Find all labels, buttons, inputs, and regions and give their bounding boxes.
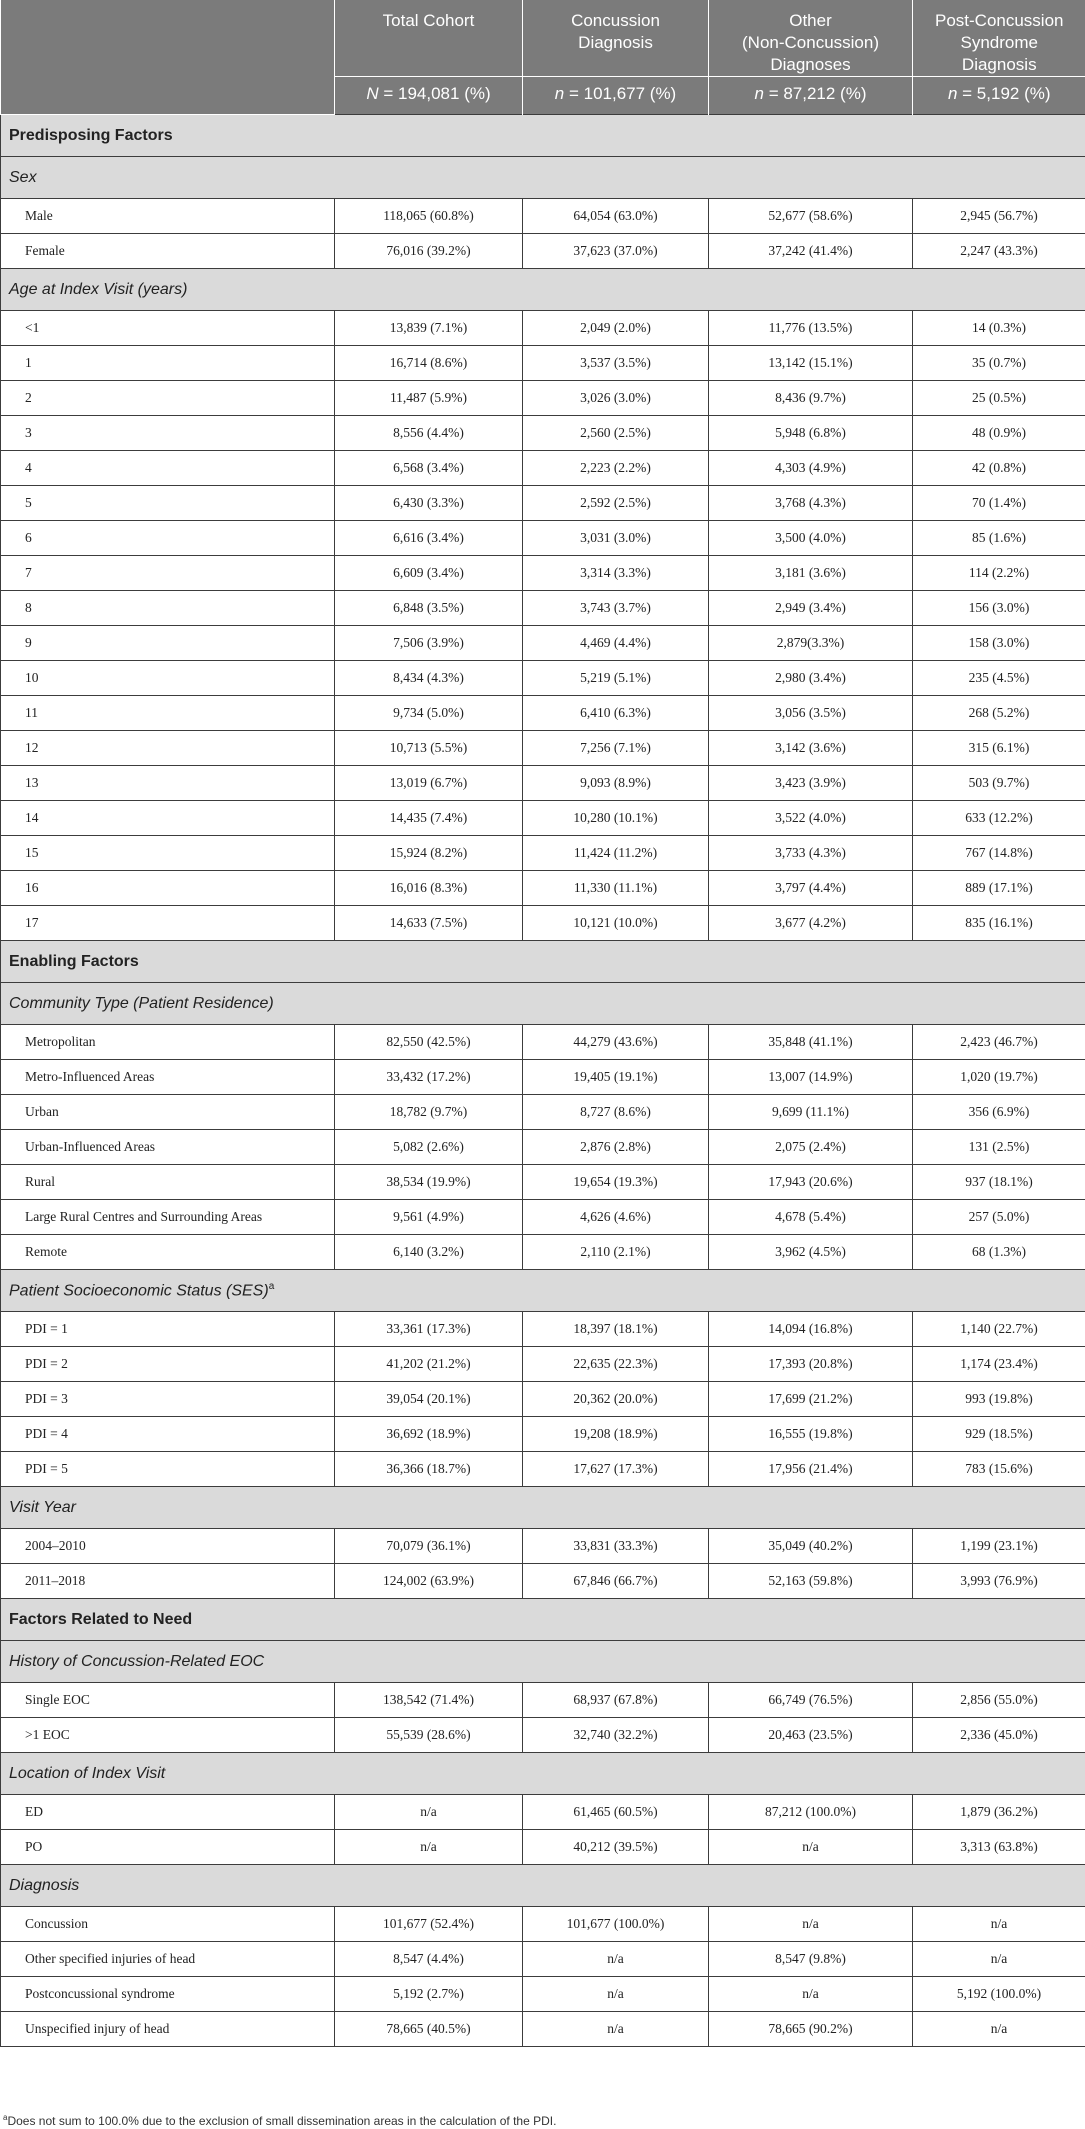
cell-value: 2,945 (56.7%) bbox=[913, 199, 1085, 234]
cell-value: 20,463 (23.5%) bbox=[709, 1718, 913, 1753]
table-row bbox=[1, 311, 1085, 346]
cell-value: 6,848 (3.5%) bbox=[335, 591, 523, 626]
row-label: 3 bbox=[1, 416, 335, 451]
cell-value: 11,776 (13.5%) bbox=[709, 311, 913, 346]
cell-value: 3,733 (4.3%) bbox=[709, 836, 913, 871]
cell-value: 158 (3.0%) bbox=[913, 626, 1085, 661]
section-title: Predisposing Factors bbox=[1, 115, 1085, 157]
cell-value: 5,219 (5.1%) bbox=[523, 661, 709, 696]
table-row bbox=[1, 451, 1085, 486]
cell-value: 64,054 (63.0%) bbox=[523, 199, 709, 234]
table-row bbox=[1, 1200, 1085, 1235]
header-concussion: Concussion Diagnosis bbox=[523, 0, 709, 77]
row-label: 10 bbox=[1, 661, 335, 696]
cell-value: 14,633 (7.5%) bbox=[335, 906, 523, 941]
subsection-title: Location of Index Visit bbox=[1, 1753, 1085, 1795]
table-row bbox=[1, 1417, 1085, 1452]
cell-value: 889 (17.1%) bbox=[913, 871, 1085, 906]
cell-value: 2,949 (3.4%) bbox=[709, 591, 913, 626]
cell-value: 68 (1.3%) bbox=[913, 1235, 1085, 1270]
subsection-title: Patient Socioeconomic Status (SES)$^a$ bbox=[1, 1270, 1085, 1312]
cell-value: 3,962 (4.5%) bbox=[709, 1235, 913, 1270]
subsection-title: Visit Year bbox=[1, 1487, 1085, 1529]
header-pcs: Post-Concussion Syndrome Diagnosis bbox=[913, 0, 1085, 77]
row-label: PO bbox=[1, 1830, 335, 1865]
row-label: 15 bbox=[1, 836, 335, 871]
cell-value: 3,026 (3.0%) bbox=[523, 381, 709, 416]
row-label: PDI = 4 bbox=[1, 1417, 335, 1452]
cell-value: 1,199 (23.1%) bbox=[913, 1529, 1085, 1564]
cell-value: 70,079 (36.1%) bbox=[335, 1529, 523, 1564]
cell-value: 9,734 (5.0%) bbox=[335, 696, 523, 731]
cell-value: n/a bbox=[335, 1795, 523, 1830]
cell-value: 5,192 (100.0%) bbox=[913, 1977, 1085, 2012]
row-label: Other specified injuries of head bbox=[1, 1942, 335, 1977]
cell-value: 3,314 (3.3%) bbox=[523, 556, 709, 591]
cell-value: n/a bbox=[523, 1942, 709, 1977]
cell-value: 7,256 (7.1%) bbox=[523, 731, 709, 766]
cell-value: 9,561 (4.9%) bbox=[335, 1200, 523, 1235]
cell-value: 1,020 (19.7%) bbox=[913, 1060, 1085, 1095]
table-row bbox=[1, 871, 1085, 906]
cell-value: 3,768 (4.3%) bbox=[709, 486, 913, 521]
row-label: Unspecified injury of head bbox=[1, 2012, 335, 2047]
cell-value: 85 (1.6%) bbox=[913, 521, 1085, 556]
row-label: 7 bbox=[1, 556, 335, 591]
table-row bbox=[1, 199, 1085, 234]
cell-value: 3,056 (3.5%) bbox=[709, 696, 913, 731]
table-row bbox=[1, 486, 1085, 521]
section-header-row bbox=[1, 115, 1085, 157]
cell-value: n/a bbox=[913, 1942, 1085, 1977]
cell-value: 8,436 (9.7%) bbox=[709, 381, 913, 416]
cell-value: 13,019 (6.7%) bbox=[335, 766, 523, 801]
cell-value: 8,434 (4.3%) bbox=[335, 661, 523, 696]
cell-value: 937 (18.1%) bbox=[913, 1165, 1085, 1200]
cell-value: 35,848 (41.1%) bbox=[709, 1025, 913, 1060]
cell-value: 3,797 (4.4%) bbox=[709, 871, 913, 906]
row-label: 6 bbox=[1, 521, 335, 556]
cell-value: 35,049 (40.2%) bbox=[709, 1529, 913, 1564]
cell-value: 8,547 (9.8%) bbox=[709, 1942, 913, 1977]
row-label: Metro-Influenced Areas bbox=[1, 1060, 335, 1095]
cell-value: 2,223 (2.2%) bbox=[523, 451, 709, 486]
table-row bbox=[1, 1025, 1085, 1060]
cell-value: 235 (4.5%) bbox=[913, 661, 1085, 696]
cell-value: 6,410 (6.3%) bbox=[523, 696, 709, 731]
cell-value: 1,879 (36.2%) bbox=[913, 1795, 1085, 1830]
cell-value: 2,876 (2.8%) bbox=[523, 1130, 709, 1165]
table-row bbox=[1, 1795, 1085, 1830]
table-row bbox=[1, 1095, 1085, 1130]
cell-value: 15,924 (8.2%) bbox=[335, 836, 523, 871]
cell-value: 11,424 (11.2%) bbox=[523, 836, 709, 871]
cell-value: 38,534 (19.9%) bbox=[335, 1165, 523, 1200]
cell-value: 138,542 (71.4%) bbox=[335, 1683, 523, 1718]
table-row bbox=[1, 416, 1085, 451]
cell-value: n/a bbox=[709, 1977, 913, 2012]
cell-value: 4,469 (4.4%) bbox=[523, 626, 709, 661]
row-label: 2004–2010 bbox=[1, 1529, 335, 1564]
cell-value: 3,031 (3.0%) bbox=[523, 521, 709, 556]
cell-value: 993 (19.8%) bbox=[913, 1382, 1085, 1417]
row-label: Rural bbox=[1, 1165, 335, 1200]
row-label: <1 bbox=[1, 311, 335, 346]
cell-value: n/a bbox=[335, 1830, 523, 1865]
cell-value: 17,699 (21.2%) bbox=[709, 1382, 913, 1417]
cell-value: 52,677 (58.6%) bbox=[709, 199, 913, 234]
table-row bbox=[1, 1718, 1085, 1753]
row-label: 12 bbox=[1, 731, 335, 766]
header-count-other: n = 87,212 (%) bbox=[709, 77, 913, 115]
cell-value: 101,677 (52.4%) bbox=[335, 1907, 523, 1942]
cell-value: 19,405 (19.1%) bbox=[523, 1060, 709, 1095]
cell-value: 835 (16.1%) bbox=[913, 906, 1085, 941]
section-header-row bbox=[1, 941, 1085, 983]
table-row bbox=[1, 234, 1085, 269]
cell-value: n/a bbox=[913, 2012, 1085, 2047]
cell-value: 3,313 (63.8%) bbox=[913, 1830, 1085, 1865]
cell-value: 633 (12.2%) bbox=[913, 801, 1085, 836]
cell-value: 18,397 (18.1%) bbox=[523, 1312, 709, 1347]
cell-value: 2,075 (2.4%) bbox=[709, 1130, 913, 1165]
cell-value: 3,993 (76.9%) bbox=[913, 1564, 1085, 1599]
row-label: PDI = 3 bbox=[1, 1382, 335, 1417]
table-row bbox=[1, 346, 1085, 381]
header-blank bbox=[1, 0, 335, 115]
cell-value: 5,948 (6.8%) bbox=[709, 416, 913, 451]
cell-value: 3,423 (3.9%) bbox=[709, 766, 913, 801]
table-row bbox=[1, 1907, 1085, 1942]
table-row bbox=[1, 2012, 1085, 2047]
cell-value: 6,616 (3.4%) bbox=[335, 521, 523, 556]
cell-value: 8,727 (8.6%) bbox=[523, 1095, 709, 1130]
cell-value: 2,336 (45.0%) bbox=[913, 1718, 1085, 1753]
cell-value: 11,487 (5.9%) bbox=[335, 381, 523, 416]
cell-value: 3,522 (4.0%) bbox=[709, 801, 913, 836]
cell-value: 4,626 (4.6%) bbox=[523, 1200, 709, 1235]
header-count-concussion: n = 101,677 (%) bbox=[523, 77, 709, 115]
subsection-title: Sex bbox=[1, 157, 1085, 199]
subsection-header-row bbox=[1, 1865, 1085, 1907]
cell-value: 55,539 (28.6%) bbox=[335, 1718, 523, 1753]
header-other: Other (Non-Concussion) Diagnoses bbox=[709, 0, 913, 77]
cell-value: 2,247 (43.3%) bbox=[913, 234, 1085, 269]
cell-value: 3,181 (3.6%) bbox=[709, 556, 913, 591]
cell-value: 40,212 (39.5%) bbox=[523, 1830, 709, 1865]
cell-value: 19,208 (18.9%) bbox=[523, 1417, 709, 1452]
row-label: Large Rural Centres and Surrounding Areas bbox=[1, 1200, 335, 1235]
table-row bbox=[1, 906, 1085, 941]
table-row bbox=[1, 556, 1085, 591]
row-label: 11 bbox=[1, 696, 335, 731]
cell-value: 5,082 (2.6%) bbox=[335, 1130, 523, 1165]
cell-value: 78,665 (40.5%) bbox=[335, 2012, 523, 2047]
cell-value: 70 (1.4%) bbox=[913, 486, 1085, 521]
table-row bbox=[1, 626, 1085, 661]
subsection-title: Diagnosis bbox=[1, 1865, 1085, 1907]
footnote: $^a$Does not sum to 100.0% due to the exclusion of small dissemination areas in the calculation of the PDI. bbox=[3, 2113, 557, 2128]
row-label: Urban-Influenced Areas bbox=[1, 1130, 335, 1165]
row-label: Concussion bbox=[1, 1907, 335, 1942]
cell-value: 25 (0.5%) bbox=[913, 381, 1085, 416]
cell-value: 37,623 (37.0%) bbox=[523, 234, 709, 269]
table-row bbox=[1, 1529, 1085, 1564]
section-title: Factors Related to Need bbox=[1, 1599, 1085, 1641]
cell-value: 36,692 (18.9%) bbox=[335, 1417, 523, 1452]
cell-value: 19,654 (19.3%) bbox=[523, 1165, 709, 1200]
row-label: 2 bbox=[1, 381, 335, 416]
table-row bbox=[1, 1312, 1085, 1347]
cell-value: 503 (9.7%) bbox=[913, 766, 1085, 801]
cell-value: 783 (15.6%) bbox=[913, 1452, 1085, 1487]
cell-value: 101,677 (100.0%) bbox=[523, 1907, 709, 1942]
table-row bbox=[1, 696, 1085, 731]
cell-value: 356 (6.9%) bbox=[913, 1095, 1085, 1130]
cell-value: 8,547 (4.4%) bbox=[335, 1942, 523, 1977]
row-label: Single EOC bbox=[1, 1683, 335, 1718]
table-row bbox=[1, 731, 1085, 766]
cell-value: 10,713 (5.5%) bbox=[335, 731, 523, 766]
section-header-row bbox=[1, 1599, 1085, 1641]
table-row bbox=[1, 1130, 1085, 1165]
cell-value: n/a bbox=[523, 1977, 709, 2012]
cell-value: 2,980 (3.4%) bbox=[709, 661, 913, 696]
cell-value: 7,506 (3.9%) bbox=[335, 626, 523, 661]
subsection-header-row bbox=[1, 983, 1085, 1025]
cell-value: 68,937 (67.8%) bbox=[523, 1683, 709, 1718]
cell-value: 268 (5.2%) bbox=[913, 696, 1085, 731]
cell-value: 39,054 (20.1%) bbox=[335, 1382, 523, 1417]
cell-value: 118,065 (60.8%) bbox=[335, 199, 523, 234]
table-row bbox=[1, 1830, 1085, 1865]
cell-value: 6,430 (3.3%) bbox=[335, 486, 523, 521]
cell-value: 13,007 (14.9%) bbox=[709, 1060, 913, 1095]
cell-value: 2,110 (2.1%) bbox=[523, 1235, 709, 1270]
cell-value: 131 (2.5%) bbox=[913, 1130, 1085, 1165]
cell-value: 929 (18.5%) bbox=[913, 1417, 1085, 1452]
cell-value: 41,202 (21.2%) bbox=[335, 1347, 523, 1382]
cell-value: 82,550 (42.5%) bbox=[335, 1025, 523, 1060]
cell-value: 1,174 (23.4%) bbox=[913, 1347, 1085, 1382]
cell-value: 4,303 (4.9%) bbox=[709, 451, 913, 486]
table-row bbox=[1, 1165, 1085, 1200]
cell-value: 61,465 (60.5%) bbox=[523, 1795, 709, 1830]
table-row bbox=[1, 801, 1085, 836]
cell-value: 66,749 (76.5%) bbox=[709, 1683, 913, 1718]
table-row bbox=[1, 1564, 1085, 1599]
row-label: 9 bbox=[1, 626, 335, 661]
cell-value: 35 (0.7%) bbox=[913, 346, 1085, 381]
table-body bbox=[1, 115, 1085, 2047]
cell-value: 5,192 (2.7%) bbox=[335, 1977, 523, 2012]
table-row bbox=[1, 766, 1085, 801]
cell-value: 9,093 (8.9%) bbox=[523, 766, 709, 801]
cell-value: 6,609 (3.4%) bbox=[335, 556, 523, 591]
cell-value: 16,016 (8.3%) bbox=[335, 871, 523, 906]
cell-value: 37,242 (41.4%) bbox=[709, 234, 913, 269]
row-label: Urban bbox=[1, 1095, 335, 1130]
header-row bbox=[1, 0, 1085, 77]
cell-value: 10,121 (10.0%) bbox=[523, 906, 709, 941]
cell-value: 13,839 (7.1%) bbox=[335, 311, 523, 346]
header-total-cohort: Total Cohort bbox=[335, 0, 523, 77]
cell-value: 16,555 (19.8%) bbox=[709, 1417, 913, 1452]
cell-value: 767 (14.8%) bbox=[913, 836, 1085, 871]
table-row bbox=[1, 836, 1085, 871]
cell-value: 315 (6.1%) bbox=[913, 731, 1085, 766]
cell-value: 17,956 (21.4%) bbox=[709, 1452, 913, 1487]
row-label: Postconcussional syndrome bbox=[1, 1977, 335, 2012]
table-row bbox=[1, 521, 1085, 556]
row-label: 4 bbox=[1, 451, 335, 486]
cell-value: 1,140 (22.7%) bbox=[913, 1312, 1085, 1347]
cell-value: 124,002 (63.9%) bbox=[335, 1564, 523, 1599]
table-row bbox=[1, 1060, 1085, 1095]
cell-value: 11,330 (11.1%) bbox=[523, 871, 709, 906]
row-label: Metropolitan bbox=[1, 1025, 335, 1060]
table-row bbox=[1, 661, 1085, 696]
cell-value: 8,556 (4.4%) bbox=[335, 416, 523, 451]
cell-value: 17,943 (20.6%) bbox=[709, 1165, 913, 1200]
row-label: 5 bbox=[1, 486, 335, 521]
cell-value: 10,280 (10.1%) bbox=[523, 801, 709, 836]
cell-value: 76,016 (39.2%) bbox=[335, 234, 523, 269]
row-label: 13 bbox=[1, 766, 335, 801]
cell-value: 2,856 (55.0%) bbox=[913, 1683, 1085, 1718]
cell-value: 16,714 (8.6%) bbox=[335, 346, 523, 381]
cell-value: 48 (0.9%) bbox=[913, 416, 1085, 451]
table-row bbox=[1, 1452, 1085, 1487]
cell-value: 6,568 (3.4%) bbox=[335, 451, 523, 486]
cell-value: 3,677 (4.2%) bbox=[709, 906, 913, 941]
table-row bbox=[1, 1382, 1085, 1417]
row-label: Female bbox=[1, 234, 335, 269]
cell-value: 156 (3.0%) bbox=[913, 591, 1085, 626]
cell-value: 3,537 (3.5%) bbox=[523, 346, 709, 381]
row-label: 17 bbox=[1, 906, 335, 941]
cell-value: 52,163 (59.8%) bbox=[709, 1564, 913, 1599]
subsection-header-row bbox=[1, 1487, 1085, 1529]
cell-value: 4,678 (5.4%) bbox=[709, 1200, 913, 1235]
table-row bbox=[1, 1683, 1085, 1718]
header-count-pcs: n = 5,192 (%) bbox=[913, 77, 1085, 115]
row-label: PDI = 5 bbox=[1, 1452, 335, 1487]
subsection-header-row bbox=[1, 1753, 1085, 1795]
cell-value: 42 (0.8%) bbox=[913, 451, 1085, 486]
cell-value: 2,560 (2.5%) bbox=[523, 416, 709, 451]
row-label: Male bbox=[1, 199, 335, 234]
cell-value: 32,740 (32.2%) bbox=[523, 1718, 709, 1753]
subsection-title: History of Concussion-Related EOC bbox=[1, 1641, 1085, 1683]
cell-value: n/a bbox=[709, 1830, 913, 1865]
cell-value: 14 (0.3%) bbox=[913, 311, 1085, 346]
cell-value: 2,879(3.3%) bbox=[709, 626, 913, 661]
cell-value: 18,782 (9.7%) bbox=[335, 1095, 523, 1130]
cell-value: 3,142 (3.6%) bbox=[709, 731, 913, 766]
cell-value: n/a bbox=[523, 2012, 709, 2047]
row-label: Remote bbox=[1, 1235, 335, 1270]
cell-value: 78,665 (90.2%) bbox=[709, 2012, 913, 2047]
subsection-title: Age at Index Visit (years) bbox=[1, 269, 1085, 311]
table-row bbox=[1, 1347, 1085, 1382]
table-row bbox=[1, 381, 1085, 416]
cell-value: 9,699 (11.1%) bbox=[709, 1095, 913, 1130]
cell-value: 17,627 (17.3%) bbox=[523, 1452, 709, 1487]
cell-value: 6,140 (3.2%) bbox=[335, 1235, 523, 1270]
cell-value: 87,212 (100.0%) bbox=[709, 1795, 913, 1830]
table-row bbox=[1, 591, 1085, 626]
cell-value: 33,361 (17.3%) bbox=[335, 1312, 523, 1347]
cell-value: 2,423 (46.7%) bbox=[913, 1025, 1085, 1060]
cell-value: 13,142 (15.1%) bbox=[709, 346, 913, 381]
cell-value: 2,049 (2.0%) bbox=[523, 311, 709, 346]
row-label: 14 bbox=[1, 801, 335, 836]
row-label: 8 bbox=[1, 591, 335, 626]
cell-value: 3,500 (4.0%) bbox=[709, 521, 913, 556]
row-label: ED bbox=[1, 1795, 335, 1830]
row-label: 1 bbox=[1, 346, 335, 381]
cell-value: 36,366 (18.7%) bbox=[335, 1452, 523, 1487]
subsection-header-row bbox=[1, 157, 1085, 199]
cell-value: 22,635 (22.3%) bbox=[523, 1347, 709, 1382]
header-count-total: N = 194,081 (%) bbox=[335, 77, 523, 115]
table-row bbox=[1, 1977, 1085, 2012]
cell-value: 2,592 (2.5%) bbox=[523, 486, 709, 521]
cell-value: n/a bbox=[913, 1907, 1085, 1942]
table-row bbox=[1, 1942, 1085, 1977]
cell-value: 3,743 (3.7%) bbox=[523, 591, 709, 626]
cell-value: 114 (2.2%) bbox=[913, 556, 1085, 591]
row-label: PDI = 2 bbox=[1, 1347, 335, 1382]
row-label: PDI = 1 bbox=[1, 1312, 335, 1347]
cell-value: 44,279 (43.6%) bbox=[523, 1025, 709, 1060]
cell-value: 17,393 (20.8%) bbox=[709, 1347, 913, 1382]
cell-value: n/a bbox=[709, 1907, 913, 1942]
subsection-title: Community Type (Patient Residence) bbox=[1, 983, 1085, 1025]
cell-value: 33,432 (17.2%) bbox=[335, 1060, 523, 1095]
subsection-header-row bbox=[1, 269, 1085, 311]
cell-value: 33,831 (33.3%) bbox=[523, 1529, 709, 1564]
cell-value: 257 (5.0%) bbox=[913, 1200, 1085, 1235]
cell-value: 14,094 (16.8%) bbox=[709, 1312, 913, 1347]
row-label: 16 bbox=[1, 871, 335, 906]
cell-value: 20,362 (20.0%) bbox=[523, 1382, 709, 1417]
cell-value: 14,435 (7.4%) bbox=[335, 801, 523, 836]
row-label: 2011–2018 bbox=[1, 1564, 335, 1599]
table-row bbox=[1, 1235, 1085, 1270]
subsection-header-row bbox=[1, 1641, 1085, 1683]
row-label: >1 EOC bbox=[1, 1718, 335, 1753]
section-title: Enabling Factors bbox=[1, 941, 1085, 983]
subsection-header-row bbox=[1, 1270, 1085, 1312]
cell-value: 67,846 (66.7%) bbox=[523, 1564, 709, 1599]
